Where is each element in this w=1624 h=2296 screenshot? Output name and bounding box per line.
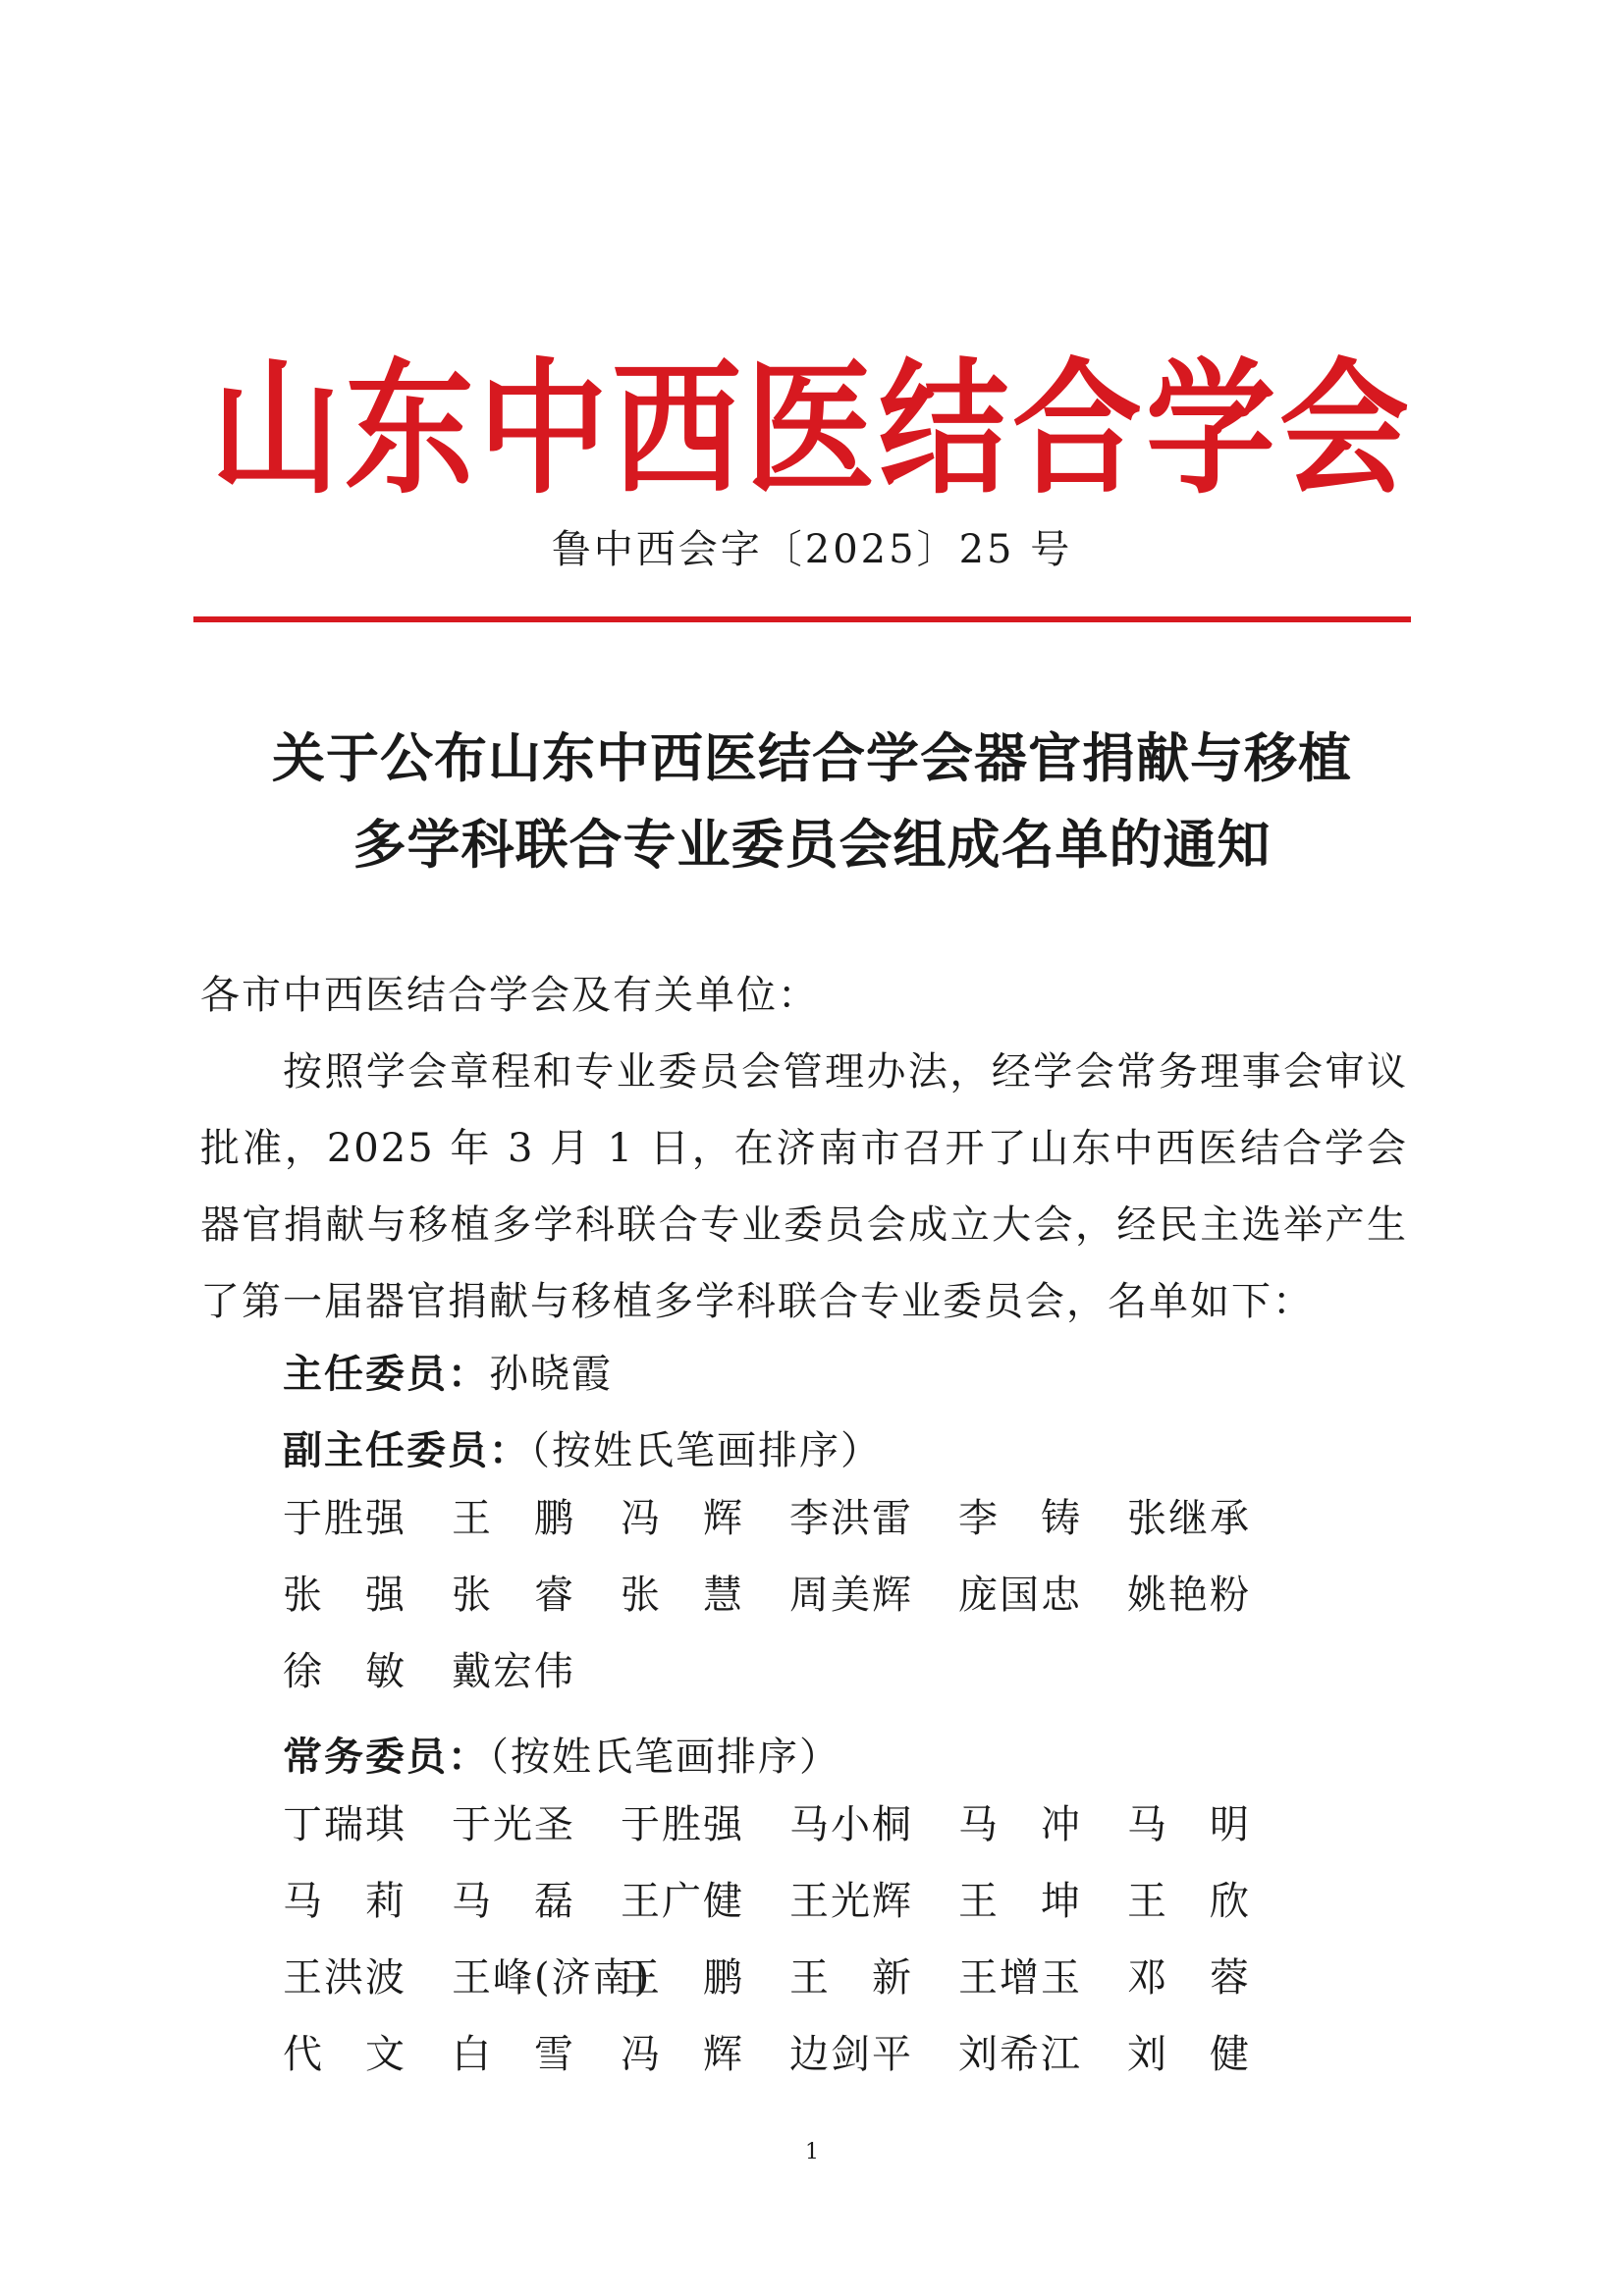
name-row [283, 2012, 1382, 2089]
member-name: 马 明 [1127, 1801, 1251, 1847]
member-name: 冯 辉 [621, 1495, 744, 1541]
body-paragraph: 按照学会章程和专业委员会管理办法，经学会常务理事会审议批准，2025 年 3 月 1 日，在济南市召开了山东中西医结合学会器官捐献与移植多学科联合专业委员会成立大会，经民主选举产生了第一届器官捐献与移植多学科联合专业委员会，名单如下： [200, 1049, 1408, 1324]
member-name: 于胜强 [621, 1801, 744, 1847]
member-name: 马小桐 [789, 1801, 913, 1847]
member-name: 王增玉 [958, 1954, 1082, 2001]
member-name: 王广健 [621, 1878, 744, 1924]
name-row [283, 1476, 1382, 1553]
vice-directors-label: 副主任委员： [283, 1428, 530, 1473]
name-row [283, 1783, 1382, 1859]
vice-directors-note: （按姓氏笔画排序） [530, 1428, 882, 1473]
member-name: 刘 健 [1127, 2031, 1251, 2077]
salutation: 各市中西医结合学会及有关单位： [200, 973, 819, 1018]
member-name: 丁瑞琪 [283, 1801, 406, 1847]
member-name: 周美辉 [789, 1572, 913, 1618]
member-name: 代 文 [283, 2031, 406, 2077]
member-name: 张 睿 [452, 1572, 575, 1618]
member-name: 刘希江 [958, 2031, 1082, 2077]
member-name: 王洪波 [283, 1954, 406, 2001]
name-row [283, 1553, 1382, 1629]
member-name: 张 慧 [621, 1572, 744, 1618]
member-name: 边剑平 [789, 2031, 913, 2077]
member-name: 李 铸 [958, 1495, 1082, 1541]
document-number: 鲁中西会字〔2025〕25 号 [551, 527, 1073, 572]
notice-title-line-2: 多学科联合专业委员会组成名单的通知 [352, 814, 1272, 876]
member-name: 马 莉 [283, 1878, 406, 1924]
page-number: 1 [805, 2140, 819, 2164]
name-row [283, 1859, 1382, 1936]
member-name: 王 鹏 [621, 1954, 744, 2001]
member-name: 于胜强 [283, 1495, 406, 1541]
standing-members-note: （按姓氏笔画排序） [489, 1735, 840, 1780]
vice-directors-heading [283, 1419, 882, 1475]
member-name: 王光辉 [789, 1878, 913, 1924]
organization-name-header: 山东中西医结合学会 [211, 344, 1413, 515]
member-name: 于光圣 [452, 1801, 575, 1847]
standing-members-list [283, 1783, 1382, 2089]
member-name: 冯 辉 [621, 2031, 744, 2077]
member-name: 邓 蓉 [1127, 1954, 1251, 2001]
name-row [283, 1936, 1382, 2012]
member-name: 张 强 [283, 1572, 406, 1618]
member-name: 戴宏伟 [452, 1648, 575, 1694]
member-name: 马 磊 [452, 1878, 575, 1924]
member-name: 王 坤 [958, 1878, 1082, 1924]
director-name: 孙晓霞 [489, 1352, 613, 1397]
member-name: 徐 敏 [283, 1648, 406, 1694]
vice-directors-list [283, 1476, 1382, 1706]
red-divider-line [193, 616, 1411, 622]
member-name: 李洪雷 [789, 1495, 913, 1541]
notice-title-line-1: 关于公布山东中西医结合学会器官捐献与移植 [272, 727, 1352, 789]
member-name: 王峰(济南) [452, 1954, 652, 2001]
director-label: 主任委员： [283, 1352, 489, 1397]
member-name: 王 鹏 [452, 1495, 575, 1541]
member-name: 张继承 [1127, 1495, 1251, 1541]
member-name: 王 新 [789, 1954, 913, 2001]
member-name: 白 雪 [452, 2031, 575, 2077]
member-name: 庞国忠 [958, 1572, 1082, 1618]
member-name: 马 冲 [958, 1801, 1082, 1847]
standing-members-label: 常务委员： [283, 1735, 489, 1780]
name-row [283, 1629, 1382, 1706]
member-name: 王 欣 [1127, 1878, 1251, 1924]
director-line [283, 1343, 613, 1399]
member-name: 姚艳粉 [1127, 1572, 1251, 1618]
standing-members-heading [283, 1726, 840, 1782]
